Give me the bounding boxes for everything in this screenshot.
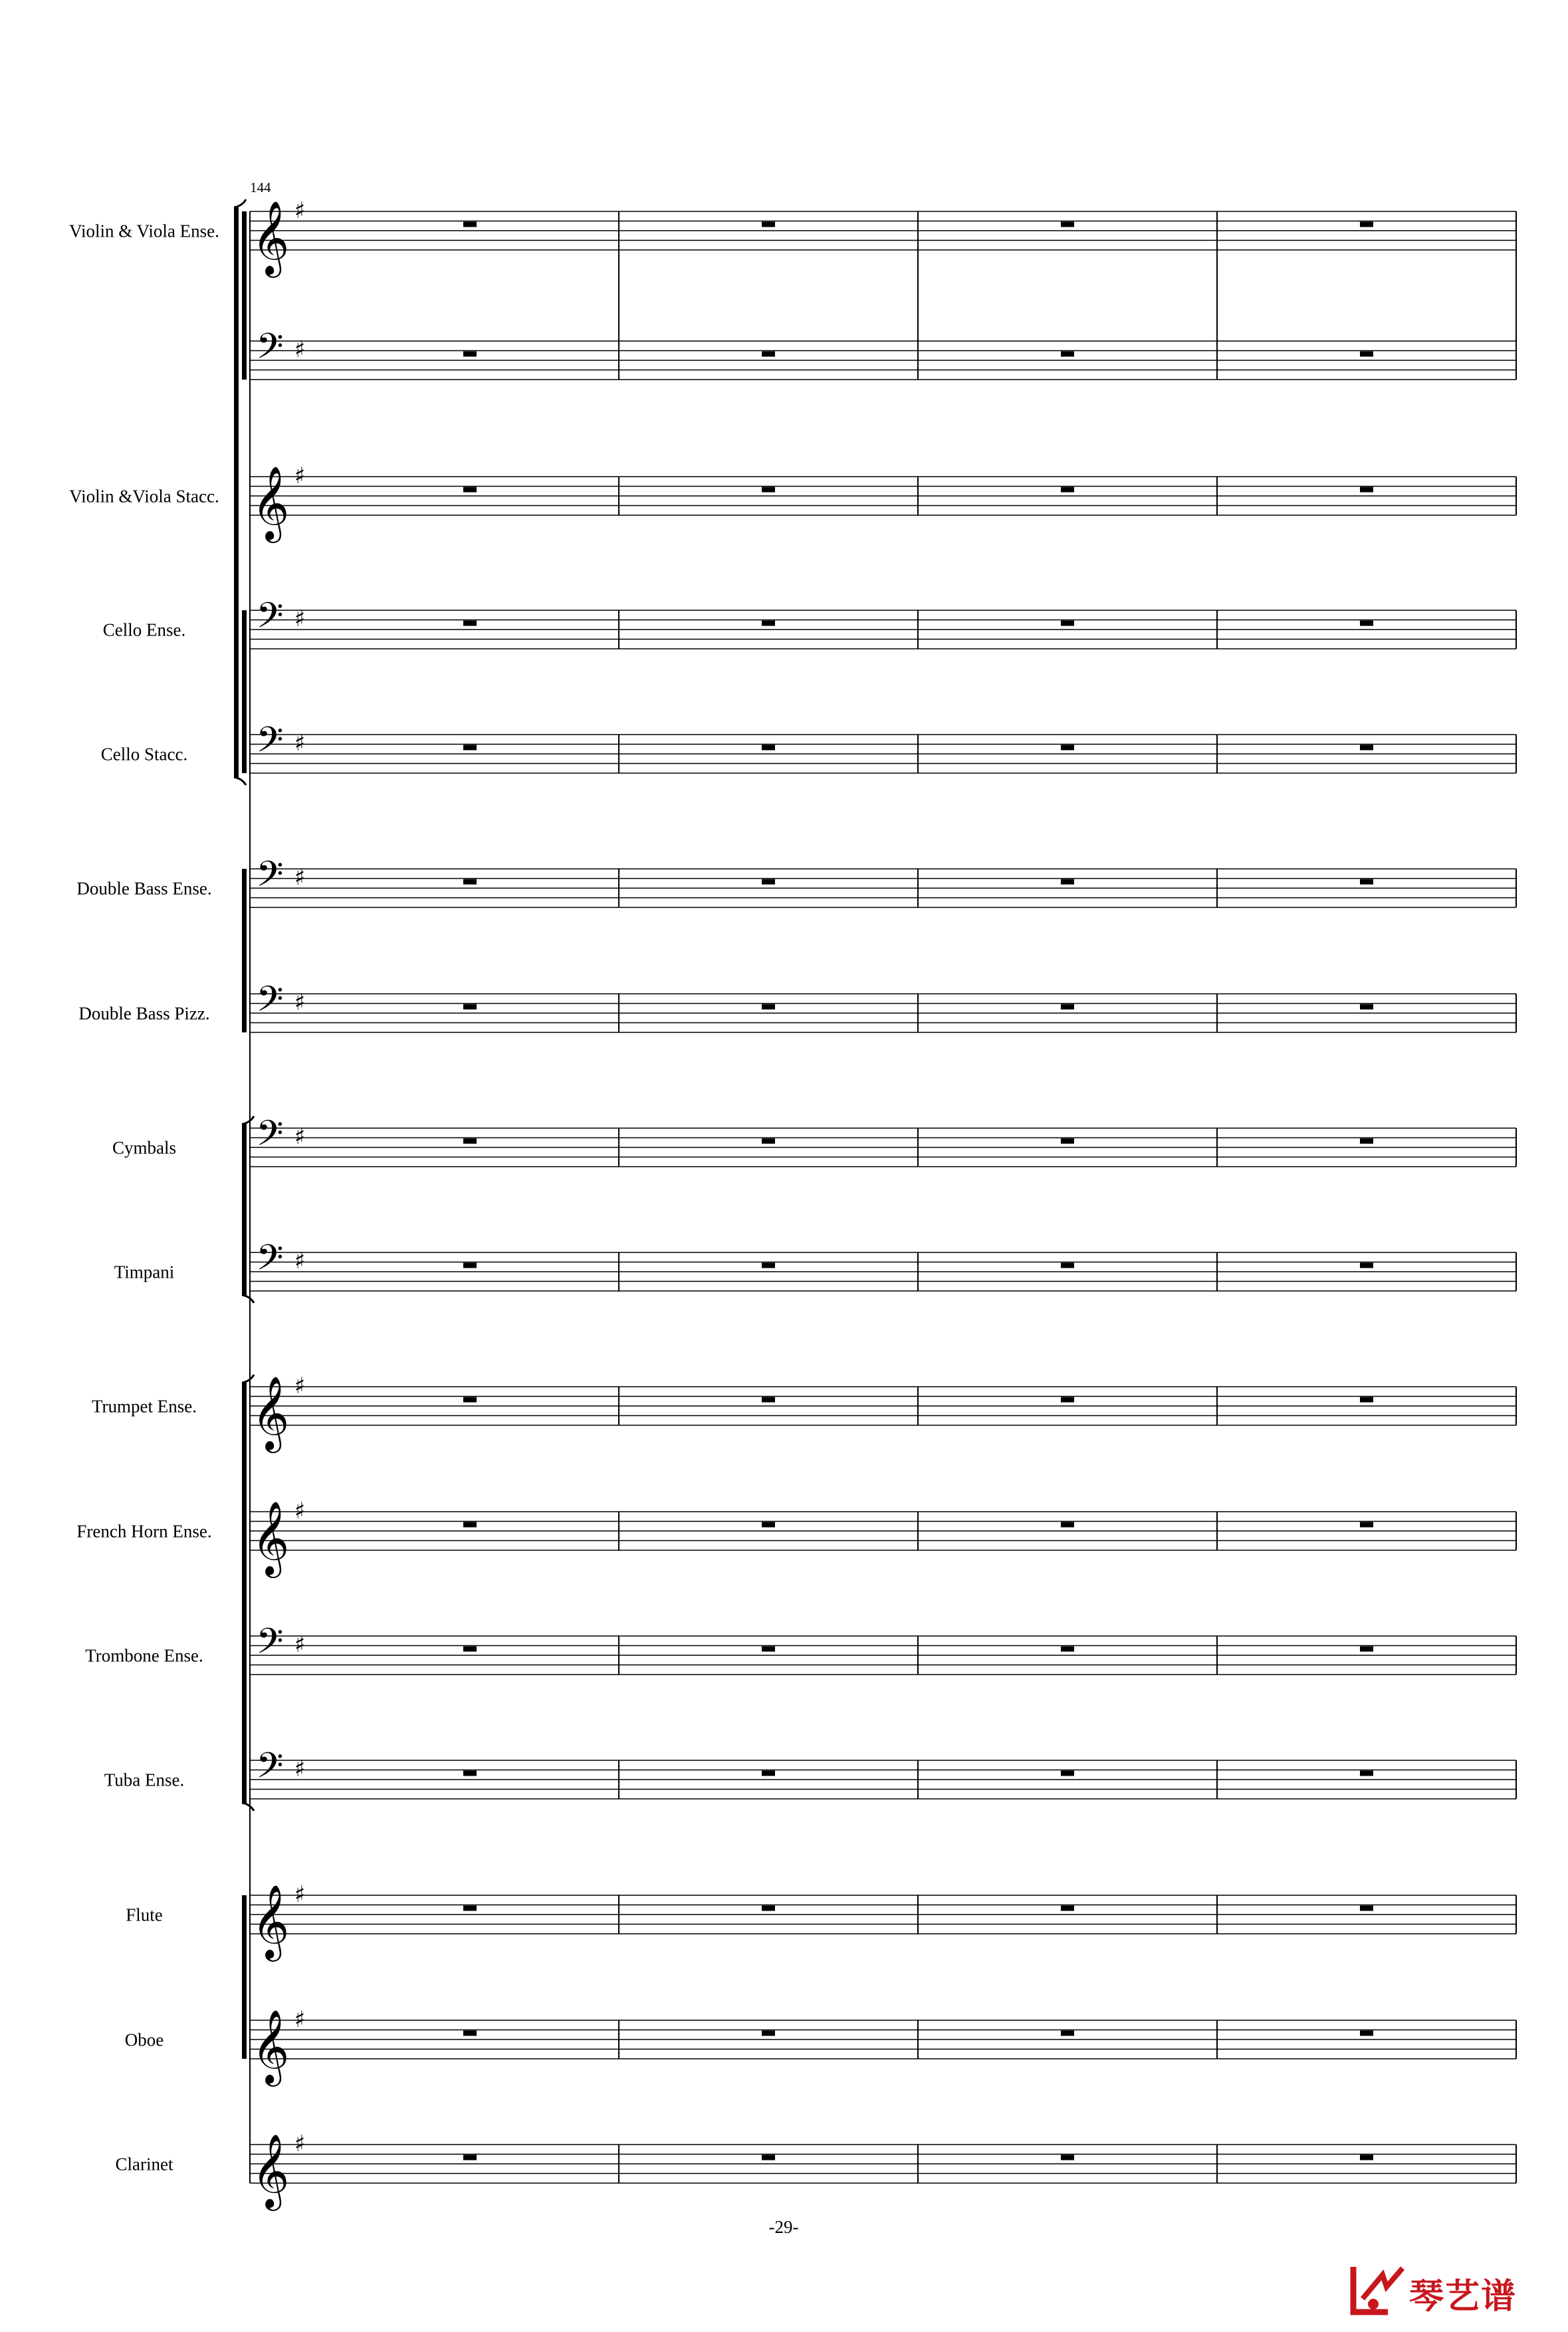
violin-brace-bar <box>242 211 247 380</box>
treble-clef-icon: 𝄞 <box>251 2009 290 2083</box>
double-bass-group-bar <box>242 869 247 1032</box>
key-signature-sharp-icon: ♯ <box>294 336 306 363</box>
treble-clef-icon: 𝄞 <box>251 465 290 540</box>
whole-rest-icon <box>1360 2155 1373 2160</box>
instrument-label: Double Bass Ense. <box>76 878 212 899</box>
key-signature-sharp-icon: ♯ <box>294 1123 306 1150</box>
whole-rest-icon <box>762 745 775 751</box>
whole-rest-icon <box>463 1004 477 1010</box>
instrument-label: Violin & Viola Ense. <box>69 221 219 241</box>
key-signature-sharp-icon: ♯ <box>294 463 306 489</box>
whole-rest-icon <box>762 1004 775 1010</box>
whole-rest-icon <box>762 222 775 227</box>
bass-clef-icon: 𝄢 <box>256 854 284 903</box>
whole-rest-icon <box>762 2155 775 2160</box>
whole-rest-icon <box>463 487 477 493</box>
page-number: -29- <box>768 2217 799 2237</box>
instrument-label: Trombone Ense. <box>85 1645 203 1666</box>
whole-rest-icon <box>1360 745 1373 751</box>
whole-rest-icon <box>762 1522 775 1528</box>
whole-rest-icon <box>1061 1522 1074 1528</box>
whole-rest-icon <box>463 745 477 751</box>
bass-clef-icon: 𝄢 <box>256 979 284 1028</box>
whole-rest-icon <box>463 2155 477 2160</box>
whole-rest-icon <box>762 1906 775 1911</box>
whole-rest-icon <box>1061 1263 1074 1268</box>
whole-rest-icon <box>762 1771 775 1776</box>
instrument-label: Cymbals <box>112 1137 177 1158</box>
instrument-label: Cello Stacc. <box>100 744 188 764</box>
whole-rest-icon <box>1360 1263 1373 1268</box>
bass-clef-icon: 𝄢 <box>256 326 284 376</box>
whole-rest-icon <box>1360 1522 1373 1528</box>
whole-rest-icon <box>762 352 775 357</box>
whole-rest-icon <box>1360 1647 1373 1652</box>
whole-rest-icon <box>1061 1906 1074 1911</box>
whole-rest-icon <box>762 1397 775 1403</box>
whole-rest-icon <box>463 2031 477 2036</box>
percussion-bracket-top-curl <box>242 1116 254 1124</box>
instrument-label: Clarinet <box>115 2154 173 2174</box>
strings-bracket-bottom-curl <box>234 777 246 785</box>
whole-rest-icon <box>1061 222 1074 227</box>
percussion-bracket <box>242 1124 247 1295</box>
whole-rest-icon <box>1061 1139 1074 1144</box>
instrument-label: Double Bass Pizz. <box>78 1003 210 1024</box>
instrument-label: Flute <box>126 1905 163 1925</box>
instrument-label: French Horn Ense. <box>76 1521 212 1542</box>
whole-rest-icon <box>463 621 477 626</box>
whole-rest-icon <box>1360 352 1373 357</box>
whole-rest-icon <box>762 879 775 885</box>
whole-rest-icon <box>463 879 477 885</box>
whole-rest-icon <box>1061 745 1074 751</box>
whole-rest-icon <box>762 2031 775 2036</box>
whole-rest-icon <box>1061 1004 1074 1010</box>
woodwind-group-bar <box>242 1895 247 2059</box>
instrument-label: Oboe <box>124 2030 164 2050</box>
logo-text: 琴艺谱 <box>1409 2277 1517 2317</box>
whole-rest-icon <box>1061 621 1074 626</box>
bass-clef-icon: 𝄢 <box>256 1238 284 1287</box>
whole-rest-icon <box>463 1263 477 1268</box>
key-signature-sharp-icon: ♯ <box>294 1756 306 1782</box>
cello-group-bar <box>242 610 247 773</box>
whole-rest-icon <box>1360 1397 1373 1403</box>
whole-rest-icon <box>463 352 477 357</box>
whole-rest-icon <box>1061 352 1074 357</box>
whole-rest-icon <box>762 1139 775 1144</box>
key-signature-sharp-icon: ♯ <box>294 989 306 1016</box>
whole-rest-icon <box>1360 1771 1373 1776</box>
whole-rest-icon <box>1360 1906 1373 1911</box>
bass-clef-icon: 𝄢 <box>256 1621 284 1671</box>
bass-clef-icon: 𝄢 <box>256 1746 284 1795</box>
whole-rest-icon <box>1360 222 1373 227</box>
brass-bracket-bottom-curl <box>242 1803 254 1811</box>
key-signature-sharp-icon: ♯ <box>294 1881 306 1908</box>
whole-rest-icon <box>463 1647 477 1652</box>
strings-bracket-top-curl <box>234 199 246 207</box>
whole-rest-icon <box>1360 487 1373 493</box>
key-signature-sharp-icon: ♯ <box>294 197 306 224</box>
key-signature-sharp-icon: ♯ <box>294 1498 306 1524</box>
whole-rest-icon <box>463 1522 477 1528</box>
whole-rest-icon <box>1061 1771 1074 1776</box>
treble-clef-icon: 𝄞 <box>251 1884 290 1958</box>
instrument-label: Trumpet Ense. <box>91 1396 197 1417</box>
key-signature-sharp-icon: ♯ <box>294 2006 306 2033</box>
whole-rest-icon <box>1061 879 1074 885</box>
whole-rest-icon <box>463 1397 477 1403</box>
key-signature-sharp-icon: ♯ <box>294 606 306 632</box>
whole-rest-icon <box>463 1906 477 1911</box>
strings-bracket <box>234 207 239 777</box>
whole-rest-icon <box>762 1647 775 1652</box>
treble-clef-icon: 𝄞 <box>251 1500 290 1575</box>
key-signature-sharp-icon: ♯ <box>294 1631 306 1658</box>
whole-rest-icon <box>1360 879 1373 885</box>
whole-rest-icon <box>463 222 477 227</box>
measure-number: 144 <box>250 179 271 195</box>
percussion-bracket-bottom-curl <box>242 1295 254 1303</box>
whole-rest-icon <box>1061 1647 1074 1652</box>
whole-rest-icon <box>1061 1397 1074 1403</box>
whole-rest-icon <box>463 1139 477 1144</box>
instrument-label: Violin &Viola Stacc. <box>69 486 219 507</box>
whole-rest-icon <box>1061 487 1074 493</box>
treble-clef-icon: 𝄞 <box>251 1375 290 1450</box>
key-signature-sharp-icon: ♯ <box>294 864 306 891</box>
instrument-label: Cello Ense. <box>102 620 186 640</box>
whole-rest-icon <box>762 1263 775 1268</box>
whole-rest-icon <box>1360 1004 1373 1010</box>
whole-rest-icon <box>463 1771 477 1776</box>
key-signature-sharp-icon: ♯ <box>294 1373 306 1399</box>
whole-rest-icon <box>1061 2031 1074 2036</box>
key-signature-sharp-icon: ♯ <box>294 1248 306 1274</box>
whole-rest-icon <box>762 487 775 493</box>
whole-rest-icon <box>1360 2031 1373 2036</box>
instrument-label: Timpani <box>114 1262 175 1282</box>
bass-clef-icon: 𝄢 <box>256 596 284 645</box>
whole-rest-icon <box>762 621 775 626</box>
brass-bracket <box>242 1383 247 1803</box>
bass-clef-icon: 𝄢 <box>256 720 284 769</box>
treble-clef-icon: 𝄞 <box>251 200 290 275</box>
whole-rest-icon <box>1061 2155 1074 2160</box>
whole-rest-icon <box>1360 621 1373 626</box>
treble-clef-icon: 𝄞 <box>251 2133 290 2208</box>
instrument-label: Tuba Ense. <box>104 1770 185 1790</box>
whole-rest-icon <box>1360 1139 1373 1144</box>
bass-clef-icon: 𝄢 <box>256 1113 284 1163</box>
key-signature-sharp-icon: ♯ <box>294 2131 306 2157</box>
key-signature-sharp-icon: ♯ <box>294 730 306 757</box>
